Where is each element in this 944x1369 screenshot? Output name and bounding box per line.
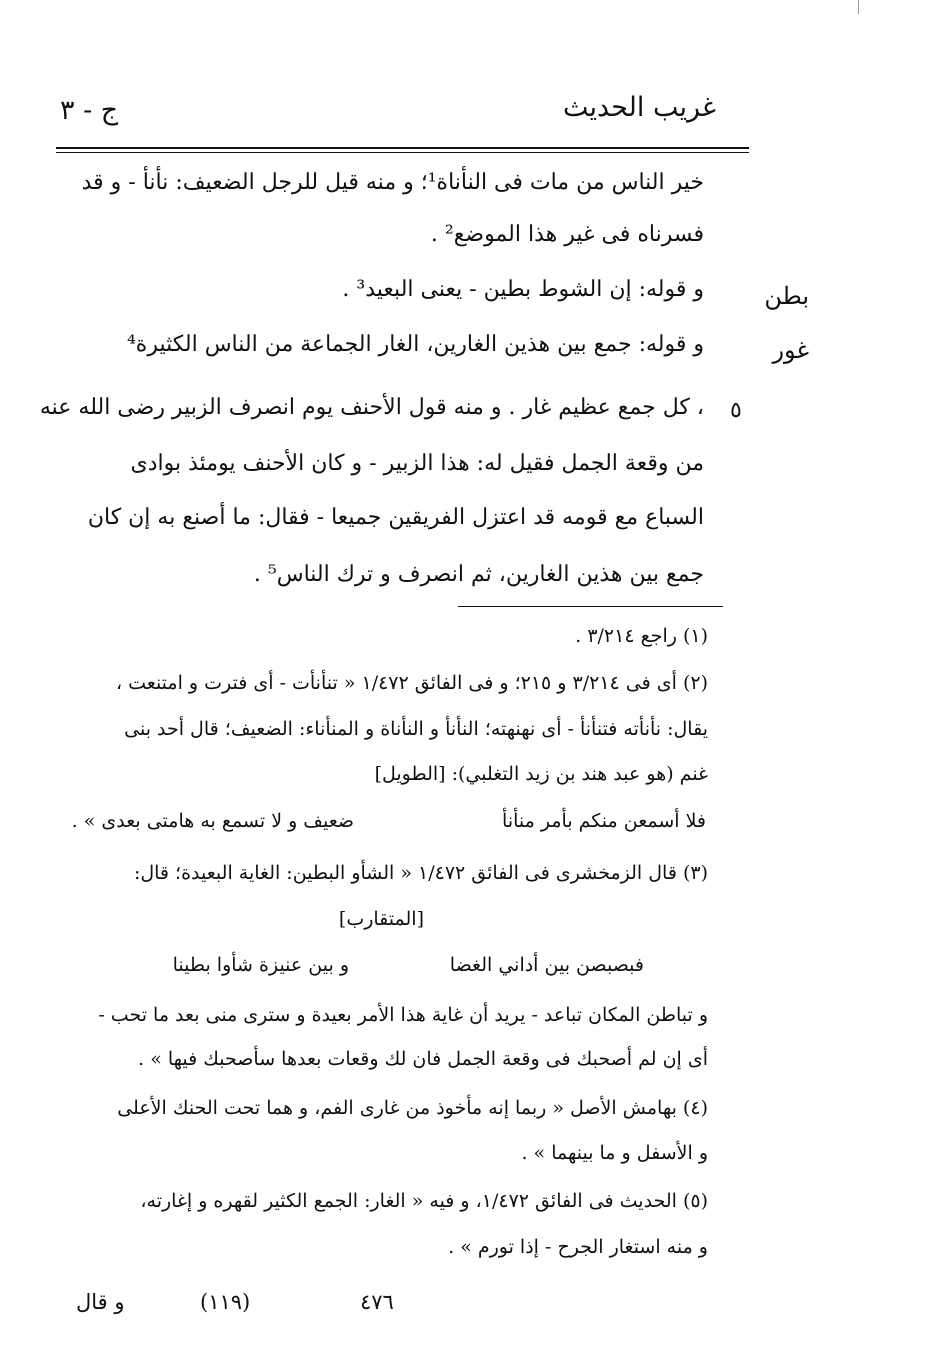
main-line: جمع بين هذين الغارين، ثم انصرف و ترك الناس⁵ . bbox=[253, 562, 704, 587]
main-line: السباع مع قومه قد اعتزل الفريقين جميعا - فقال: ما أصنع به إن كان bbox=[87, 505, 704, 530]
footnote-line: يقال: نأنأته فتنأنأ - أى نهنهته؛ النأنأ و النأناة و المنأناء: الضعيف؛ قال أحد بنى bbox=[124, 718, 708, 740]
footnote-line: غنم (هو عبد هند بن زيد التغلبي): [الطويل] bbox=[374, 763, 708, 785]
footnote-line: و الأسفل و ما بينهما » . bbox=[521, 1142, 708, 1164]
margin-root-word: غور bbox=[772, 336, 809, 364]
line-number: ٥ bbox=[730, 398, 742, 423]
scan-speck bbox=[858, 0, 859, 14]
main-line: و قوله: جمع بين هذين الغارين، الغار الجماعة من الناس الكثيرة⁴ bbox=[126, 332, 704, 357]
sheet-number: (١١٩) bbox=[200, 1290, 251, 1314]
footnote-line: أى إن لم أصحبك فى وقعة الجمل فان لك وقعات بعدها سأصحبك فيها » . bbox=[138, 1048, 708, 1070]
verse-hemistich: فبصبصن بين أداني الغضا bbox=[449, 954, 644, 976]
main-line: ، كل جمع عظيم غار . و منه قول الأحنف يوم انصرف الزبير رضى الله عنه bbox=[39, 395, 704, 420]
main-line: و قوله: إن الشوط بطين - يعنى البعيد³ . bbox=[342, 277, 704, 302]
page-number: ٤٧٦ bbox=[360, 1290, 394, 1314]
footnote-line: و منه استغار الجرح - إذا تورم » . bbox=[448, 1236, 708, 1258]
footnote-line: (٥) الحديث فى الفائق ١/٤٧٢، و فيه « الغار: الجمع الكثير لقهره و إغارته، bbox=[140, 1190, 708, 1212]
main-line: فسرناه فى غير هذا الموضع² . bbox=[430, 222, 704, 247]
footnote-line: (١) راجع ٣/٢١٤ . bbox=[575, 625, 708, 647]
footnote-line: و تباطن المكان تباعد - يريد أن غاية هذا الأمر بعيدة و سترى منى بعد ما تحب - bbox=[98, 1004, 708, 1026]
volume-label: ج - ٣ bbox=[60, 95, 119, 126]
main-line: من وقعة الجمل فقيل له: هذا الزبير - و كان الأحنف يومئذ بوادى bbox=[130, 451, 704, 476]
footnote-separator bbox=[458, 606, 723, 607]
verse-hemistich: فلا أسمعن منكم بأمر منأنأ bbox=[502, 810, 706, 832]
meter-label: [المتقارب] bbox=[338, 908, 424, 930]
footnote-line: (٢) أى فى ٣/٢١٤ و ٢١٥؛ و فى الفائق ١/٤٧٢ « تنأنأت - أى فترت و امتنعت ، bbox=[115, 672, 708, 694]
running-title: غريب الحديث bbox=[563, 92, 716, 123]
footnote-line: (٤) بهامش الأصل « ربما إنه مأخوذ من غارى الفم، و هما تحت الحنك الأعلى bbox=[117, 1097, 708, 1119]
header-rule bbox=[56, 147, 749, 149]
margin-root-word: بطن bbox=[764, 282, 809, 310]
verse-hemistich: ضعيف و لا تسمع به هامتى بعدى » . bbox=[71, 810, 354, 832]
main-line: خير الناس من مات فى النأناة¹؛ و منه قيل للرجل الضعيف: نأنأ - و قد bbox=[81, 170, 704, 195]
footnote-line: (٣) قال الزمخشرى فى الفائق ١/٤٧٢ « الشأو البطين: الغاية البعيدة؛ قال: bbox=[133, 862, 708, 884]
catchword: و قال bbox=[76, 1290, 125, 1314]
header-rule-thin bbox=[56, 152, 749, 153]
verse-hemistich: و بين عنيزة شأوا بطينا bbox=[172, 954, 349, 976]
